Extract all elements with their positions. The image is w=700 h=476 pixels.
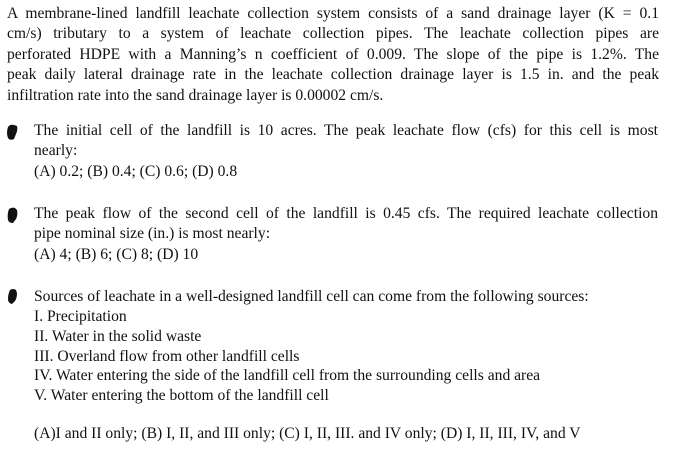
question-text: nearly: [34, 142, 78, 160]
intro-line: perforated HDPE with a Manning’s n coefficient of 0.009. The slope of the pipe is 1.2%. The [7, 45, 659, 63]
question-text: Sources of leachate in a well-designed landfill cell can come from the following sources: [34, 288, 589, 305]
source-item: V. Water entering the bottom of the landfill cell [34, 387, 329, 405]
source-item: III. Overland flow from other landfill cells [34, 347, 300, 365]
source-item: II. Water in the solid waste [34, 327, 202, 345]
problem-statement [7, 4, 659, 106]
answer-options-container [34, 424, 684, 444]
intro-line: cm/s) tributary to a system of leachate collection pipes. The leachate collection pipes are [7, 25, 659, 43]
answer-options: (A) 4; (B) 6; (C) 8; (D) 10 [34, 245, 199, 263]
question-body [34, 204, 658, 265]
question-number-marker [6, 124, 19, 141]
source-item: I. Precipitation [34, 308, 127, 325]
question-text: The peak flow of the second cell of the landfill is 0.45 cfs. The required leachate collection [34, 205, 658, 222]
question-number-marker [6, 288, 19, 305]
intro-line: A membrane-lined landfill leachate collection system consists of a sand drainage layer (K = 0.1 [7, 5, 659, 22]
answer-options: (A)I and II only; (B) I, II, and III only; (C) I, II, III. and IV only; (D) I, II, III, IV, and V [34, 425, 581, 442]
answer-options: (A) 0.2; (B) 0.4; (C) 0.6; (D) 0.8 [34, 162, 238, 180]
question-text: The initial cell of the landfill is 10 acres. The peak leachate flow (cfs) for this cell is most [34, 122, 658, 139]
sources-list [34, 307, 674, 406]
question-body [34, 287, 658, 307]
source-item: IV. Water entering the side of the landfill cell from the surrounding cells and area [34, 367, 541, 385]
intro-line: infiltration rate into the sand drainage layer is 0.00002 cm/s. [7, 86, 384, 104]
question-body [34, 121, 658, 182]
question-number-marker [6, 207, 19, 224]
question-text: pipe nominal size (in.) is most nearly: [34, 225, 271, 243]
intro-line: peak daily lateral drainage rate in the leachate collection drainage layer is 1.5 in. and the peak [7, 66, 659, 84]
